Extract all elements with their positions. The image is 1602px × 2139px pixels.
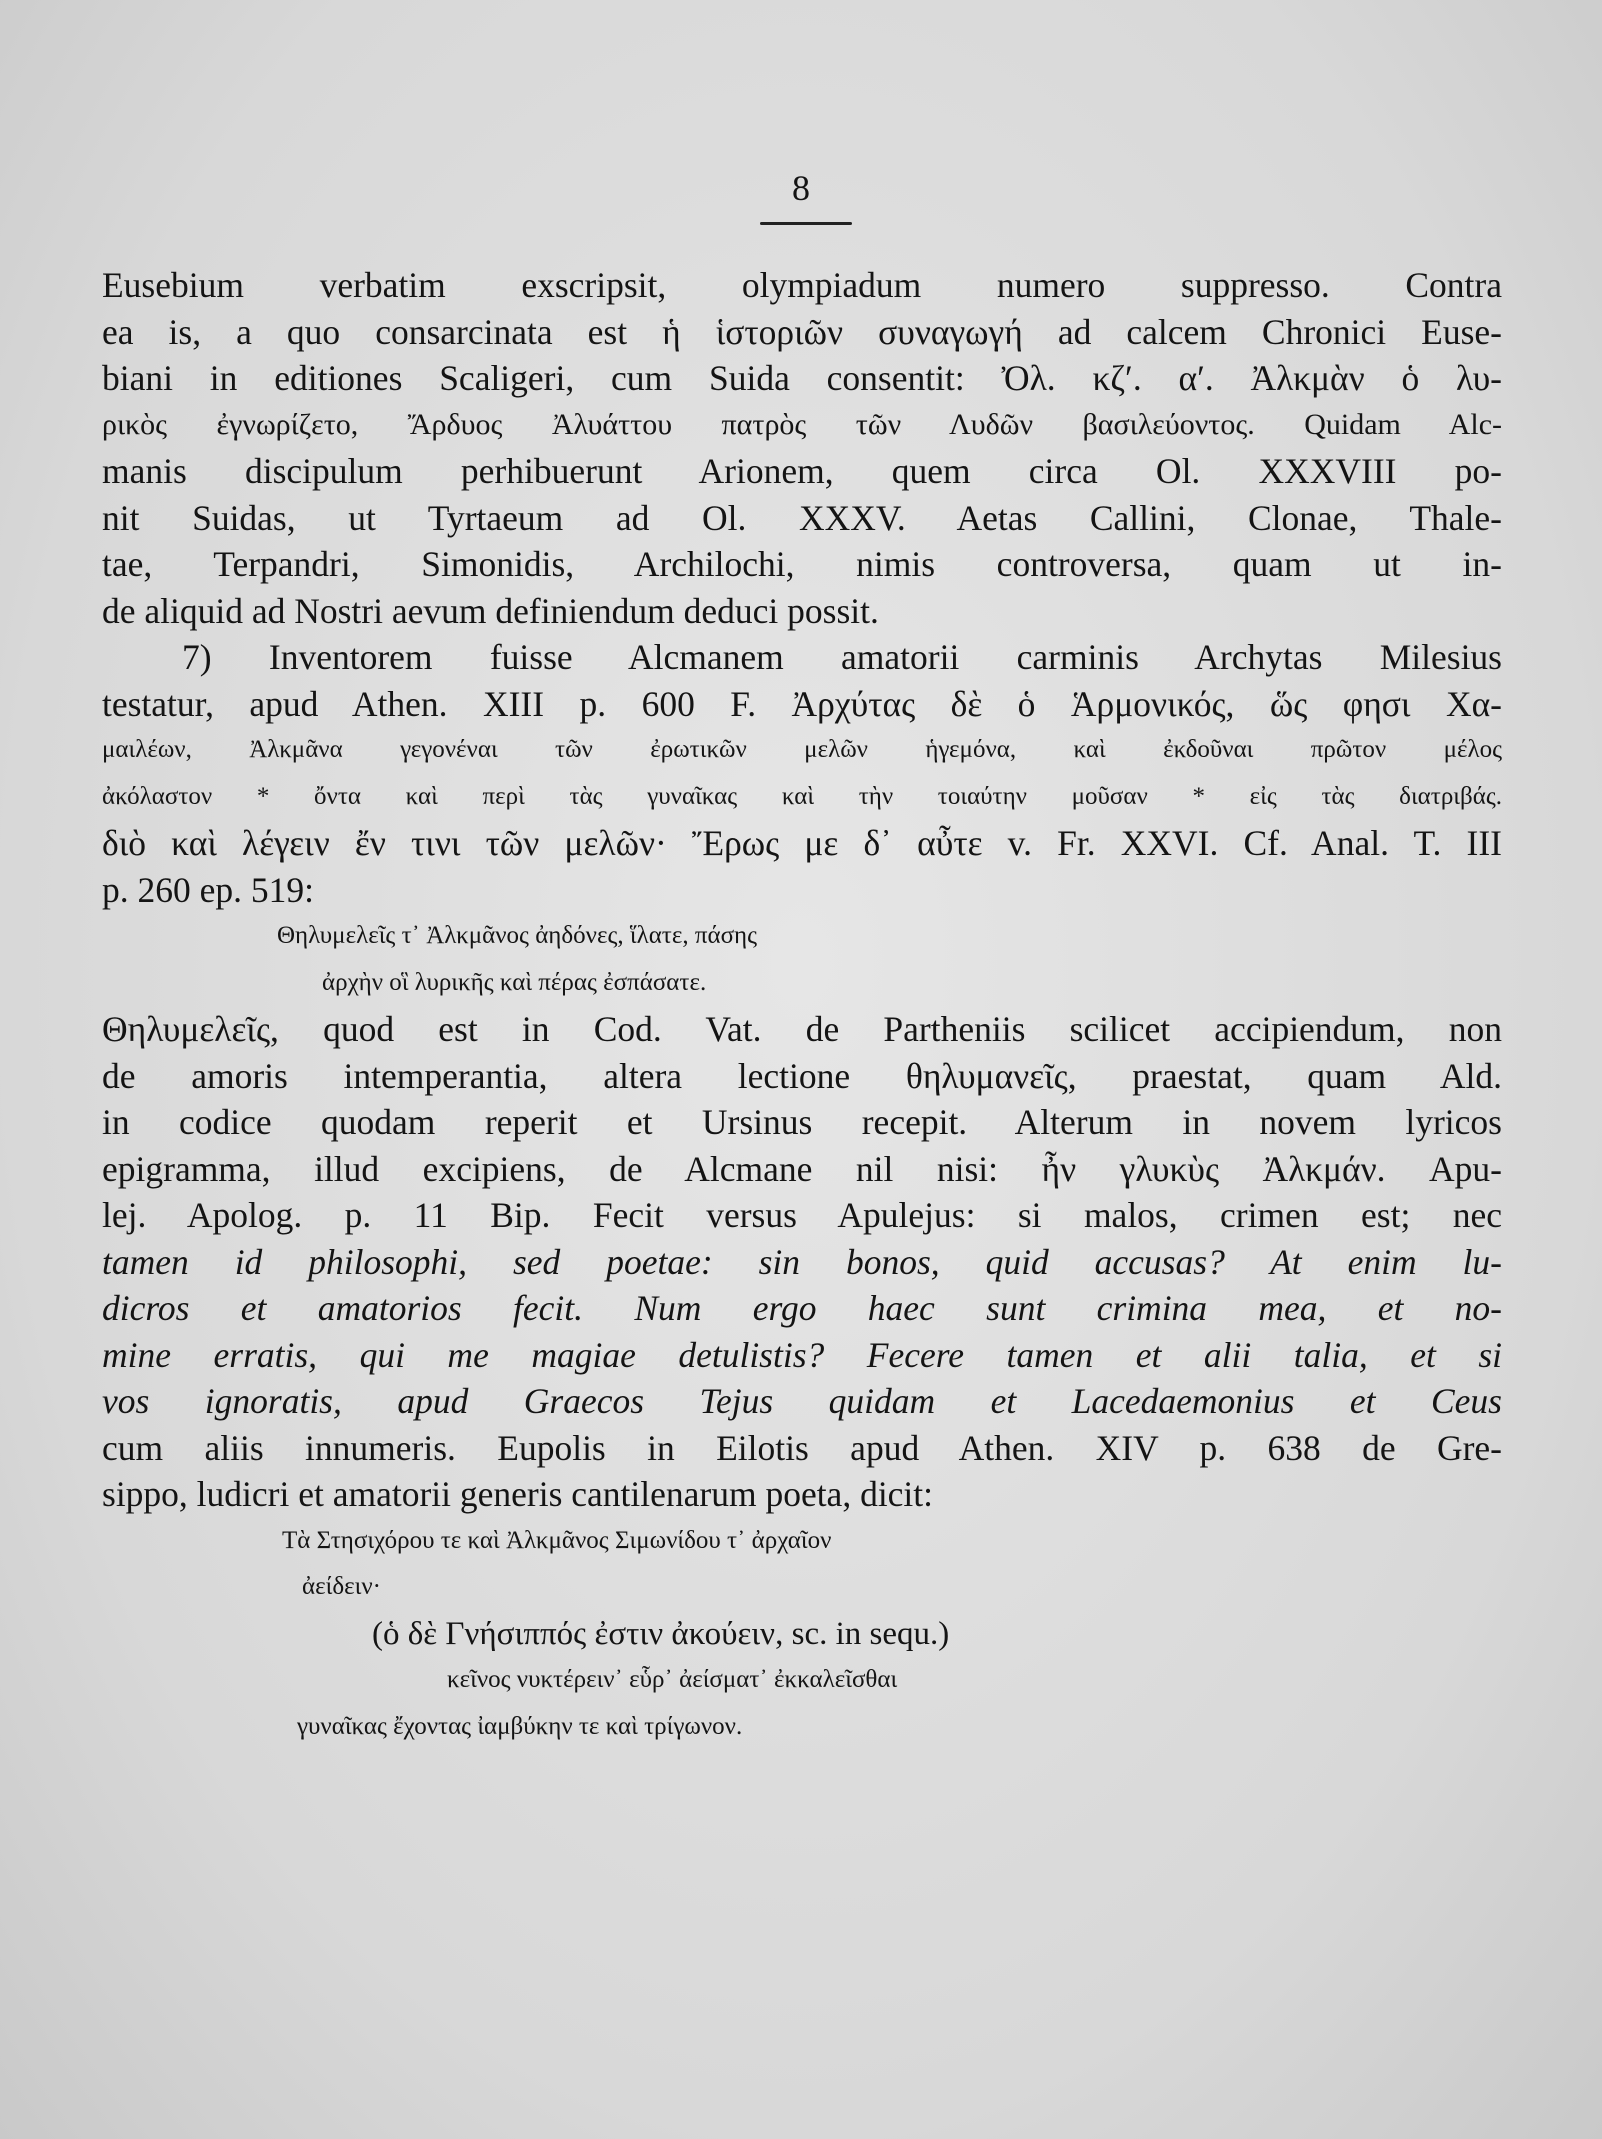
text-line: epigramma, illud excipiens, de Alcmane nil nisi: ἦν γλυκὺς Ἀλκμάν. Apu-: [102, 1148, 1502, 1189]
verse-line: Θηλυμελεῖς τ᾽ Ἀλκμᾶνος ἀηδόνες, ἵλατε, πάσης: [277, 922, 758, 949]
text-line: de aliquid ad Nostri aevum definiendum deduci possit.: [102, 590, 879, 631]
text-line: διὸ καὶ λέγειν ἔν τινι τῶν μελῶν· Ἔρως με δ᾽ αὖτε v. Fr. XXVI. Cf. Anal. T. III: [102, 823, 1502, 863]
italic-quote-line: dicros et amatorios fecit. Num ergo haec sunt crimina mea, et no-: [102, 1288, 1502, 1328]
greek-quote-line: μαιλέων, Ἀλκμᾶνα γεγονέναι τῶν ἐρωτικῶν μελῶν ἡγεμόνα, καὶ ἐκδοῦναι πρῶτον μέλος: [102, 736, 1502, 763]
page-number-rule: [760, 222, 852, 225]
text-line: p. 260 ep. 519:: [102, 869, 314, 910]
verse-line: κεῖνος νυκτέρειν᾽ εὗρ᾽ ἀείσματ᾽ ἐκκαλεῖσθαι: [447, 1666, 898, 1693]
italic-quote-line: vos ignoratis, apud Graecos Tejus quidam et Lacedaemonius et Ceus: [102, 1381, 1502, 1421]
text-line: ρικὸς ἐγνωρίζετο, Ἄρδυος Ἀλυάττου πατρὸς τῶν Λυδῶν βασιλεύοντος. Quidam Alc-: [102, 407, 1502, 441]
footnote-7-start: 7) Inventorem fuisse Alcmanem amatorii carminis Archytas Milesius: [182, 637, 1502, 677]
verse-line: ἀείδειν·: [302, 1573, 381, 1600]
text-line: tae, Terpandri, Simonidis, Archilochi, nimis controversa, quam ut in-: [102, 544, 1502, 584]
text-line: manis discipulum perhibuerunt Arionem, quem circa Ol. XXXVIII po-: [102, 451, 1502, 491]
text-line: nit Suidas, ut Tyrtaeum ad Ol. XXXV. Aetas Callini, Clonae, Thale-: [102, 497, 1502, 538]
verse-line: (ὁ δὲ Γνήσιππός ἐστιν ἀκούειν, sc. in sequ.): [372, 1615, 950, 1652]
text-line: Eusebium verbatim exscripsit, olympiadum numero suppresso. Contra: [102, 265, 1502, 305]
italic-quote-line: mine erratis, qui me magiae detulistis? Fecere tamen et alii talia, et si: [102, 1334, 1502, 1375]
text-line: Θηλυμελεῖς, quod est in Cod. Vat. de Partheniis scilicet accipiendum, non: [102, 1009, 1502, 1049]
text-line: cum aliis innumeris. Eupolis in Eilotis apud Athen. XIV p. 638 de Gre-: [102, 1427, 1502, 1468]
page-number: 8: [792, 168, 810, 208]
verse-line: ἀρχὴν οἳ λυρικῆς καὶ πέρας ἐσπάσατε.: [322, 968, 707, 996]
text-line: lej. Apolog. p. 11 Bip. Fecit versus Apulejus: si malos, crimen est; nec: [102, 1195, 1502, 1235]
greek-quote-line: ἀκόλαστον * ὄντα καὶ περὶ τὰς γυναῖκας καὶ τὴν τοιαύτην μοῦσαν * εἰς τὰς διατριβάς.: [102, 782, 1502, 810]
text-line: in codice quodam reperit et Ursinus recepit. Alterum in novem lyricos: [102, 1102, 1502, 1142]
text-line: de amoris intemperantia, altera lectione θηλυμανεῖς, praestat, quam Ald.: [102, 1055, 1502, 1096]
body-text: [102, 262, 1502, 1750]
italic-quote-line: tamen id philosophi, sed poetae: sin bonos, quid accusas? At enim lu-: [102, 1241, 1502, 1282]
verse-line: γυναῖκας ἔχοντας ἰαμβύκην τε καὶ τρίγωνον.: [297, 1712, 743, 1740]
verse-line: Τὰ Στησιχόρου τε καὶ Ἀλκμᾶνος Σιμωνίδου τ᾽ ἀρχαῖον: [282, 1526, 832, 1554]
text-line: testatur, apud Athen. XIII p. 600 F. Ἀρχύτας δὲ ὁ Ἁρμονικός, ὥς φησι Χα-: [102, 683, 1502, 724]
text-line: ea is, a quo consarcinata est ἡ ἱστοριῶν συναγωγή ad calcem Chronici Euse-: [102, 311, 1502, 352]
text-line: biani in editiones Scaligeri, cum Suida consentit: Ὀλ. κζʹ. αʹ. Ἀλκμὰν ὁ λυ-: [102, 358, 1502, 398]
text-line: sippo, ludicri et amatorii generis cantilenarum poeta, dicit:: [102, 1474, 934, 1514]
